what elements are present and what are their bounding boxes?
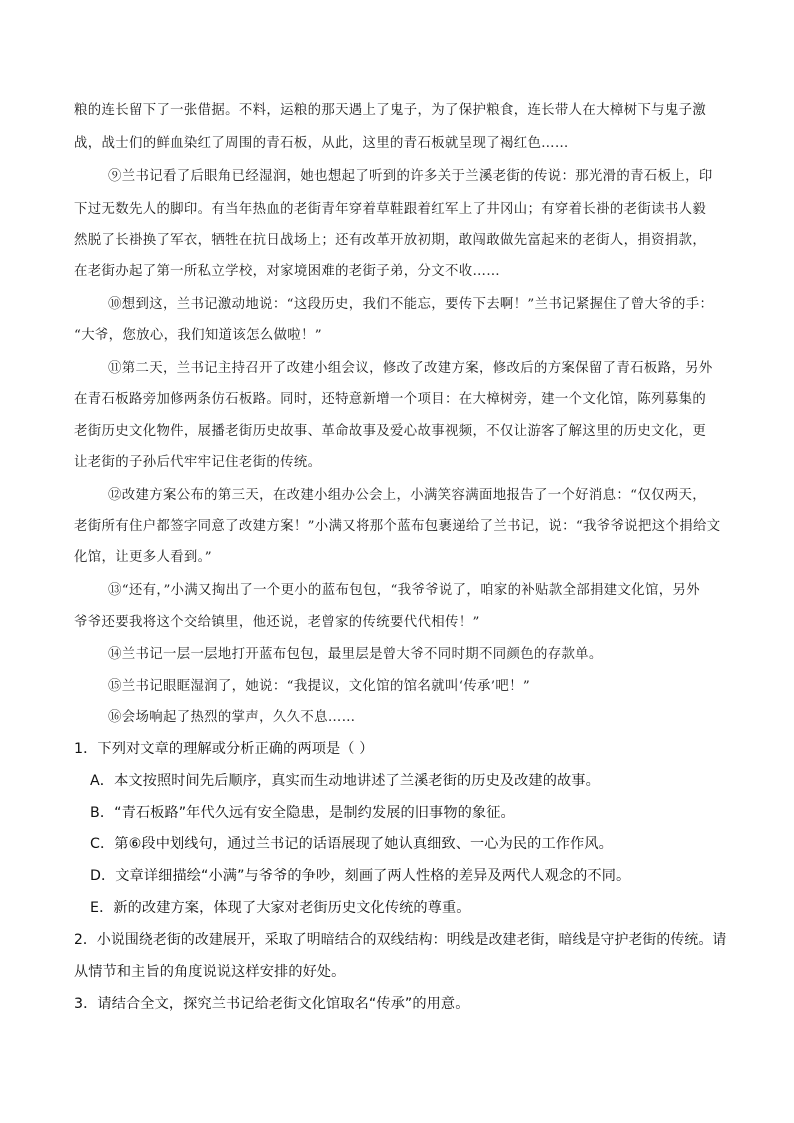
- story-line: 在老街办起了第一所私立学校，对家境困难的老街子弟，分文不收……: [74, 264, 500, 279]
- question-1-option-c: C．第⑥段中划线句，通过兰书记的话语展现了她认真细致、一心为民的工作作风。: [90, 836, 613, 852]
- story-line: 在青石板路旁加修两条仿石板路。同时，还特意新增一个项目：在大樟树旁，建一个文化馆，陈列募集的: [74, 392, 707, 407]
- paragraph-12-start: ⑫改建方案公布的第三天，在改建小组办公会上，小满笑容满面地报告了一个好消息：“仅仅两天，: [108, 488, 707, 503]
- story-line: 让老街的子孙后代牢牢记住老街的传统。: [74, 455, 322, 470]
- story-line: 老街所有住户都签字同意了改建方案！”小满又将那个蓝布包裹递给了兰书记，说：“我爷爷说把这个捐给文: [74, 519, 721, 534]
- question-1-option-e: E．新的改建方案，体现了大家对老街历史文化传统的尊重。: [90, 900, 471, 916]
- question-1-option-a: A．本文按照时间先后顺序，真实而生动地讲述了兰溪老街的历史及改建的故事。: [90, 773, 600, 789]
- question-1-option-b: B．“青石板路”年代久远有安全隐患，是制约发展的旧事物的象征。: [90, 805, 515, 821]
- question-1-stem: 1．下列对文章的理解或分析正确的两项是（ ）: [74, 741, 374, 757]
- story-line: 老街历史文化物件，展播老街历史故事、革命故事及爱心故事视频，不仅让游客了解这里的历史文化，更: [74, 424, 707, 439]
- paragraph-13-start: ⑬“还有，”小满又掏出了一个更小的蓝布包包，“我爷爷说了，咱家的补贴款全部捐建文化馆，另外: [108, 583, 700, 598]
- story-line: “大爷，您放心，我们知道该怎么做啦！”: [74, 328, 322, 343]
- paragraph-15: ⑮兰书记眼眶湿润了，她说：“我提议，文化馆的馆名就叫‘传承’吧！”: [108, 679, 531, 694]
- paragraph-9-start: ⑨兰书记看了后眼角已经湿润，她也想起了听到的许多关于兰溪老街的传说：那光滑的青石板上，印: [108, 169, 713, 184]
- story-line: 下过无数先人的脚印。有当年热血的老街青年穿着草鞋跟着红军上了井冈山；有穿着长褂的老街读书人毅: [74, 202, 707, 217]
- story-line: 粮的连长留下了一张借据。不料，运粮的那天遇上了鬼子，为了保护粮食，连长带人在大樟树下与鬼子激: [74, 103, 707, 118]
- question-2-line: 从情节和主旨的角度说说这样安排的好处。: [74, 964, 346, 980]
- story-line: 然脱了长褂换了军衣，牺牲在抗日战场上；还有改革开放初期，敢闯敢做先富起来的老街人，捐资捐款，: [74, 233, 707, 248]
- paragraph-14: ⑭兰书记一层一层地打开蓝布包包，最里层是曾大爷不同时期不同颜色的存款单。: [108, 647, 603, 662]
- paragraph-11-start: ⑪第二天，兰书记主持召开了改建小组会议，修改了改建方案，修改后的方案保留了青石板路，另外: [108, 361, 713, 376]
- paragraph-10-start: ⑩想到这，兰书记激动地说：“这段历史，我们不能忘，要传下去啊！”兰书记紧握住了曾大爷的手：: [108, 297, 714, 312]
- question-1-option-d: D．文章详细描绘“小满”与爷爷的争吵，刻画了两人性格的差异及两代人观念的不同。: [90, 868, 631, 884]
- question-2-line: 2．小说围绕老街的改建展开，采取了明暗结合的双线结构：明线是改建老街，暗线是守护老街的传统。请: [74, 932, 727, 948]
- question-3-stem: 3．请结合全文，探究兰书记给老街文化馆取名“传承”的用意。: [74, 996, 470, 1012]
- story-line: 化馆，让更多人看到。”: [74, 550, 212, 565]
- story-line: 战，战士们的鲜血染红了周围的青石板，从此，这里的青石板就呈现了褐红色……: [74, 136, 569, 151]
- paragraph-16: ⑯会场响起了热烈的掌声，久久不息……: [108, 710, 356, 725]
- story-line: 爷爷还要我将这个交给镇里，他还说，老曾家的传统要代代相传！”: [74, 615, 480, 630]
